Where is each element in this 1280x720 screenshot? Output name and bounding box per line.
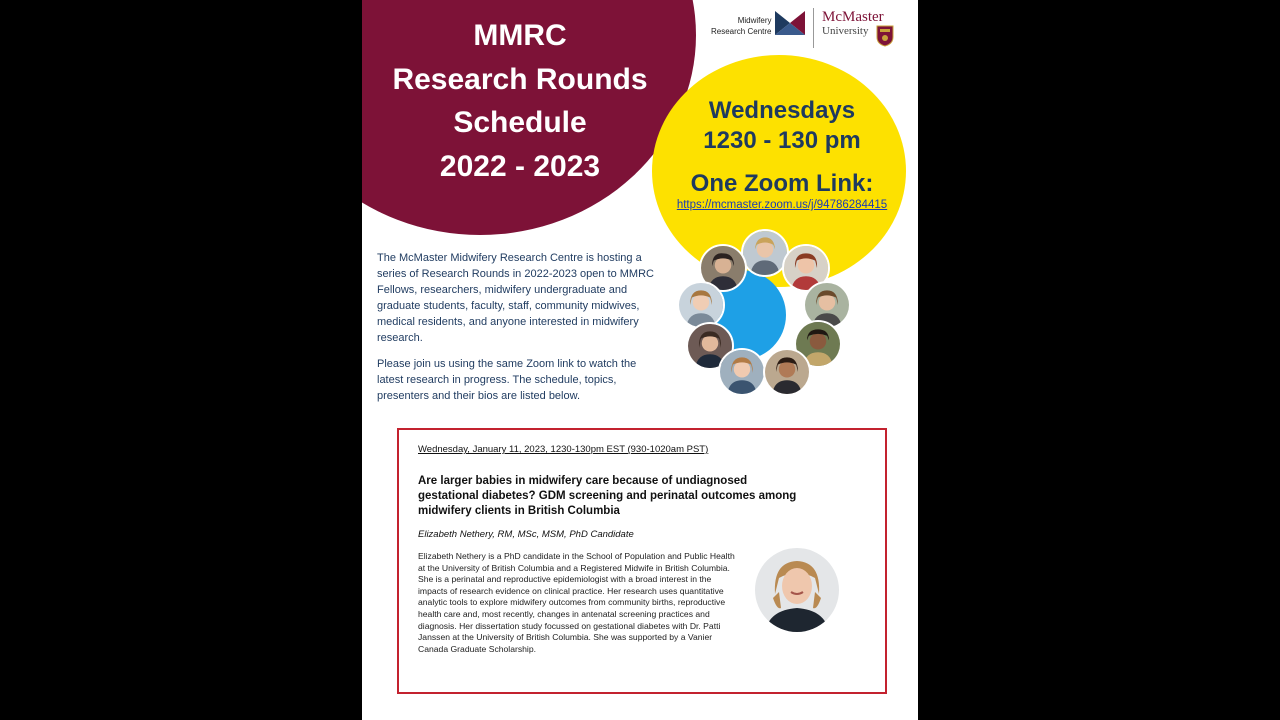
page-title bbox=[362, 14, 678, 188]
logo-divider bbox=[813, 8, 814, 48]
schedule-day: Wednesdays bbox=[708, 97, 856, 124]
mcmaster-logo-text bbox=[822, 10, 884, 38]
presenter-headshot bbox=[755, 548, 839, 632]
mrc-logo-line-1: Midwifery bbox=[737, 16, 772, 25]
mcmaster-logo-line-2: University bbox=[822, 25, 869, 37]
mrc-logo-line-2: Research Centre bbox=[711, 27, 772, 36]
mcmaster-crest-icon bbox=[876, 25, 894, 47]
event-date: Wednesday, January 11, 2023, 1230-130pm EST (930-1020am PST) bbox=[418, 444, 709, 455]
schedule-hours: 1230 - 130 pm bbox=[703, 127, 861, 154]
intro-paragraph-2: Please join us using the same Zoom link to watch the latest research in progress. The schedule, topics, presenters and their bios are listed below. bbox=[377, 358, 637, 402]
event-card bbox=[397, 428, 887, 694]
title-line-1: MMRC bbox=[473, 19, 567, 52]
title-line-3: Schedule bbox=[453, 106, 587, 139]
presenter-photo-8 bbox=[718, 348, 766, 396]
zoom-link[interactable]: https://mcmaster.zoom.us/j/94786284415 bbox=[676, 199, 888, 211]
event-presenter: Elizabeth Nethery, RM, MSc, MSM, PhD Candidate bbox=[418, 529, 634, 540]
presenter-photo-4 bbox=[677, 281, 725, 329]
presenter-photo-9 bbox=[763, 348, 811, 396]
mcmaster-logo-line-1: McMaster bbox=[822, 9, 884, 25]
zoom-title: One Zoom Link: bbox=[690, 170, 874, 197]
intro-text bbox=[377, 250, 657, 414]
mrc-logo-text bbox=[711, 15, 771, 37]
schedule-time bbox=[662, 96, 902, 156]
title-line-4: 2022 - 2023 bbox=[439, 149, 601, 183]
event-title: Are larger babies in midwifery care because of undiagnosed gestational diabetes? GDM screening and perinatal outcomes among midwifery clients in British Columbia bbox=[418, 475, 797, 517]
mrc-logo-icon bbox=[775, 11, 805, 35]
flyer-page bbox=[362, 0, 918, 720]
intro-paragraph-1: The McMaster Midwifery Research Centre is hosting a series of Research Rounds in 2022-2023 open to MMRC Fellows, researchers, midwifery undergraduate and graduate students, faculty, staff, community midwives, medical residents, and anyone interested in midwifery research. bbox=[377, 252, 654, 344]
title-line-2: Research Rounds bbox=[392, 62, 648, 96]
event-bio: Elizabeth Nethery is a PhD candidate in the School of Population and Public Health at the University of British Columbia and a Registered Midwife in British Columbia. She is a perinatal and reproductive epidemiologist with a broad interest in the impacts of research evidence on clinical practice. Her research uses quantitative analytic tools to explore midwifery outcomes from community births, reproductive health care and, most recently, changes in antenatal screening practices and diagnosis. Her dissertation study focussed on gestational diabetes with Dr. Patti Janssen at the University of British Columbia. She was supported by a Vanier Canada Graduate Scholarship. bbox=[418, 551, 735, 654]
